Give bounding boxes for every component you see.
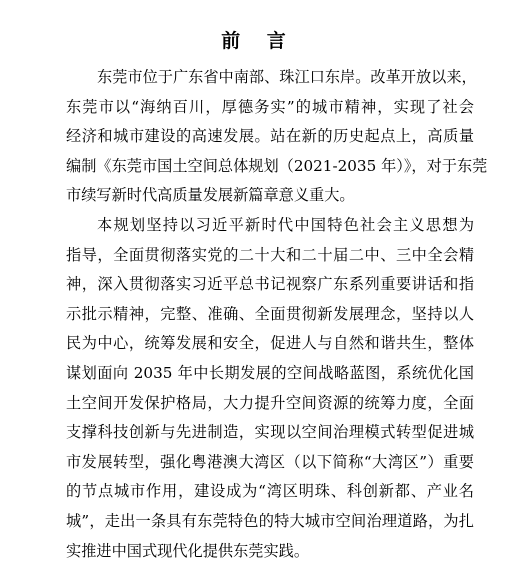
text-line: 市续写新时代高质量发展新篇章意义重大。 [66,181,474,211]
page-title: 前 言 [0,27,517,55]
text-line: 经济和城市建设的高速发展。站在新的历史起点上，高质量 [66,122,474,152]
text-line: 东莞市以“海纳百川，厚德务实”的城市精神，实现了社会 [66,93,474,123]
text-line: 编制《东莞市国土空间总体规划（2021-2035 年）》，对于东莞 [66,152,474,182]
paragraph-1 [66,63,474,211]
text-line: 指导，全面贯彻落实党的二十大和二十届二中、三中全会精 [66,241,474,271]
text-line: 神，深入贯彻落实习近平总书记视察广东系列重要讲话和指 [66,270,474,300]
text-line: 城”，走出一条具有东莞特色的特大城市空间治理道路，为扎 [66,507,474,537]
text-line: 的节点城市作用，建设成为“湾区明珠、科创新都、产业名 [66,477,474,507]
document-body [66,63,474,566]
text-line: 东莞市位于广东省中南部、珠江口东岸。改革开放以来， [66,63,474,93]
text-line: 民为中心，统筹发展和安全，促进人与自然和谐共生，整体 [66,329,474,359]
text-line: 支撑科技创新与先进制造，实现以空间治理模式转型促进城 [66,418,474,448]
text-line: 市发展转型，强化粤港澳大湾区（以下简称“大湾区”）重要 [66,448,474,478]
text-line: 谋划面向 2035 年中长期发展的空间战略蓝图，系统优化国 [66,359,474,389]
text-line: 本规划坚持以习近平新时代中国特色社会主义思想为 [66,211,474,241]
paragraph-2 [66,211,474,566]
text-line: 土空间开发保护格局，大力提升空间资源的统筹力度，全面 [66,389,474,419]
text-line: 示批示精神，完整、准确、全面贯彻新发展理念，坚持以人 [66,300,474,330]
text-line: 实推进中国式现代化提供东莞实践。 [66,537,474,566]
